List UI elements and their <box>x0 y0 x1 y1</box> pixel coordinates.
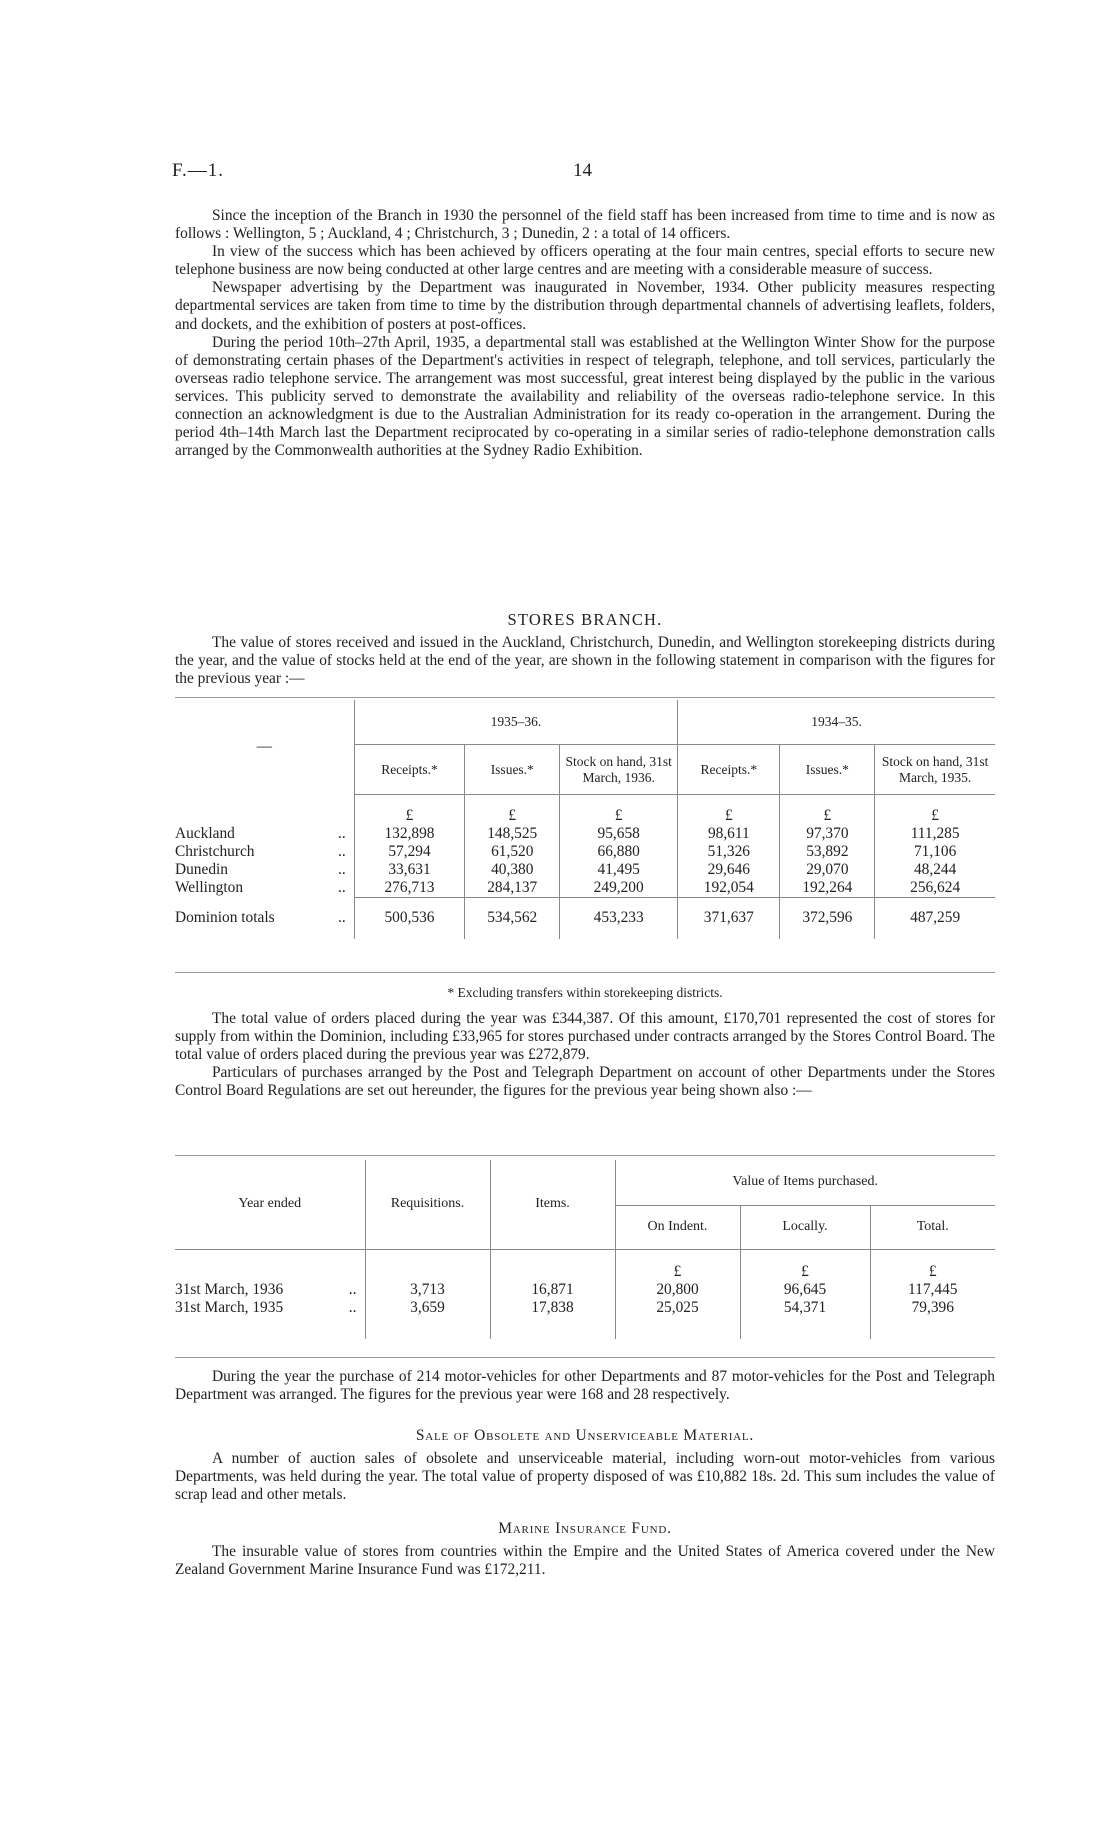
purchases-paragraph: Particulars of purchases arranged by the Post and Telegraph Department on account of other Departments under the Stores Control Board Regulations are set out hereunder, the figures for the previous year being shown also :— <box>175 1064 995 1100</box>
table-cell: 25,025 <box>615 1299 740 1317</box>
marine-heading: Marine Insurance Fund. <box>498 1520 672 1537</box>
stock-1935-header: Stock on hand, 31st March, 1935. <box>875 745 995 795</box>
currency-symbol: £ <box>678 795 780 825</box>
table-cell: 453,233 <box>560 897 678 939</box>
table-cell: 20,800 <box>615 1281 740 1299</box>
table-cell: 54,371 <box>740 1299 870 1317</box>
district-name: Auckland <box>175 824 235 842</box>
year-1934-35-header: 1934–35. <box>678 700 995 745</box>
items-header: Items. <box>490 1160 615 1249</box>
table-cell: 132,898 <box>354 825 465 843</box>
table-cell: 66,880 <box>560 843 678 861</box>
table-cell: 95,658 <box>560 825 678 843</box>
table-cell: 98,611 <box>678 825 780 843</box>
table-top-rule <box>175 1155 995 1156</box>
leader-dots: .. <box>348 1281 357 1298</box>
table-cell: 57,294 <box>354 843 465 861</box>
table-top-rule <box>175 697 995 698</box>
receipts-header: Receipts.* <box>354 745 465 795</box>
totals-row <box>175 897 995 939</box>
table-cell: 487,259 <box>875 897 995 939</box>
leader-dots: .. <box>348 1299 357 1316</box>
table-cell: 48,244 <box>875 861 995 879</box>
table-bottom-rule <box>175 972 995 973</box>
intro-paragraphs <box>175 207 995 460</box>
table-cell: 117,445 <box>870 1281 995 1299</box>
table-cell: 96,645 <box>740 1281 870 1299</box>
footnote: * Excluding transfers within storekeeping districts. <box>447 985 723 1000</box>
table-cell: 192,264 <box>780 879 875 898</box>
currency-symbol: £ <box>354 795 465 825</box>
year-1935-36-header: 1935–36. <box>354 700 678 745</box>
leader-dots: .. <box>337 860 346 878</box>
table-row <box>175 1281 995 1299</box>
issues-header: Issues.* <box>780 745 875 795</box>
table-cell: 256,624 <box>875 879 995 898</box>
table-cell: 97,370 <box>780 825 875 843</box>
currency-symbol: £ <box>560 795 678 825</box>
table-cell: 53,892 <box>780 843 875 861</box>
table-cell: 192,054 <box>678 879 780 898</box>
paragraph-newspaper: Newspaper advertising by the Department was inaugurated in November, 1934. Other publicity measures respecting departmental services are taken from time to time by the distribution through departmental channels of advertising leaflets, folders, and dockets, and the exhibition of posters at post-offices. <box>175 279 995 333</box>
locally-header: Locally. <box>740 1205 870 1249</box>
district-name: Wellington <box>175 878 244 896</box>
table-cell: 3,713 <box>365 1281 490 1299</box>
section-code: F.—1. <box>172 160 225 181</box>
marine-paragraph: The insurable value of stores from countries within the Empire and the United States of America covered under the New Zealand Government Marine Insurance Fund was £172,211. <box>175 1543 995 1579</box>
table-bottom-rule <box>175 1357 995 1358</box>
year-label: 31st March, 1935 <box>175 1299 284 1316</box>
currency-symbol: £ <box>615 1249 740 1281</box>
orders-paragraph: The total value of orders placed during the year was £344,387. Of this amount, £170,701 represented the cost of stores for supply from within the Dominion, including £33,965 for stores purchased under contracts arranged by the Stores Control Board. The total value of orders placed during the previous year was £272,879. <box>175 1010 995 1064</box>
currency-symbol: £ <box>780 795 875 825</box>
stock-1936-header: Stock on hand, 31st March, 1936. <box>560 745 678 795</box>
table-cell: 79,396 <box>870 1299 995 1317</box>
leader-dots: .. <box>337 878 346 896</box>
paragraph-success: In view of the success which has been achieved by officers operating at the four main centres, special efforts to secure new telephone business are now being conducted at other large centres and are meeting with a considerable measure of success. <box>175 243 995 279</box>
table-row <box>175 861 995 879</box>
table-row <box>175 1299 995 1317</box>
table-cell: 41,495 <box>560 861 678 879</box>
table-cell: 3,659 <box>365 1299 490 1317</box>
page-number: 14 <box>573 160 592 181</box>
table-cell: 29,646 <box>678 861 780 879</box>
table-row <box>175 879 995 898</box>
table-cell: 371,637 <box>678 897 780 939</box>
table-cell: 17,838 <box>490 1299 615 1317</box>
table-cell: 33,631 <box>354 861 465 879</box>
table-cell: 148,525 <box>465 825 560 843</box>
receipts-header: Receipts.* <box>678 745 780 795</box>
table-cell: 61,520 <box>465 843 560 861</box>
currency-symbol: £ <box>465 795 560 825</box>
purchases-table <box>175 1160 995 1339</box>
issues-header: Issues.* <box>465 745 560 795</box>
table-cell: 372,596 <box>780 897 875 939</box>
table-row <box>175 843 995 861</box>
district-name: Christchurch <box>175 842 255 860</box>
table-cell: 111,285 <box>875 825 995 843</box>
sale-paragraph: A number of auction sales of obsolete and unserviceable material, including worn-out motor-vehicles from various Departments, was held during the year. The total value of property disposed of was £10,882 18s. 2d. This sum includes the value of scrap lead and other metals. <box>175 1450 995 1504</box>
on-indent-header: On Indent. <box>615 1205 740 1249</box>
table-cell: 40,380 <box>465 861 560 879</box>
table-cell: 284,137 <box>465 879 560 898</box>
stores-table <box>175 700 995 939</box>
table-cell: 16,871 <box>490 1281 615 1299</box>
stores-branch-heading: STORES BRANCH. <box>507 610 663 629</box>
table-row <box>175 825 995 843</box>
table-cell: 71,106 <box>875 843 995 861</box>
currency-symbol: £ <box>870 1249 995 1281</box>
paragraph-field-staff: Since the inception of the Branch in 1930 the personnel of the field staff has been increased from time to time and is now as follows : Wellington, 5 ; Auckland, 4 ; Christchurch, 3 ; Dunedin, 2 : a total of 14 officers. <box>175 207 995 243</box>
value-purchased-header: Value of Items purchased. <box>615 1160 995 1205</box>
table-cell: 29,070 <box>780 861 875 879</box>
currency-symbol: £ <box>740 1249 870 1281</box>
leader-dots: .. <box>337 909 346 926</box>
totals-label: Dominion totals <box>175 909 275 926</box>
vehicles-paragraph: During the year the purchase of 214 motor-vehicles for other Departments and 87 motor-vehicles for the Post and Telegraph Department was arranged. The figures for the previous year were 168 and 28 respectively. <box>175 1368 995 1404</box>
table-cell: 534,562 <box>465 897 560 939</box>
year-ended-header: Year ended <box>175 1160 365 1249</box>
total-header: Total. <box>870 1205 995 1249</box>
stores-intro-paragraph: The value of stores received and issued in the Auckland, Christchurch, Dunedin, and Wellington storekeeping districts during the year, and the value of stocks held at the end of the year, are shown in the following statement in comparison with the figures for the previous year :— <box>175 634 995 688</box>
requisitions-header: Requisitions. <box>365 1160 490 1249</box>
paragraph-winter-show: During the period 10th–27th April, 1935, a departmental stall was established at the Wellington Winter Show for the purpose of demonstrating certain phases of the Department's activities in respect of telegraph, telephone, and toll services, particularly the overseas radio telephone service. The arrangement was most successful, great interest being displayed by the public in the various services. This publicity served to demonstrate the availability and reliability of the overseas radio-telephone service. In this connection an acknowledgment is due to the Australian Administration for its ready co-operation in the arrangement. During the period 4th–14th March last the Department reciprocated by co-operating in a similar series of radio-telephone demonstration calls arranged by the Commonwealth authorities at the Sydney Radio Exhibition. <box>175 333 995 460</box>
table-cell: 51,326 <box>678 843 780 861</box>
currency-symbol: £ <box>875 795 995 825</box>
leader-dots: .. <box>337 824 346 842</box>
year-label: 31st March, 1936 <box>175 1281 284 1298</box>
table-cell: 500,536 <box>354 897 465 939</box>
table-cell: 249,200 <box>560 879 678 898</box>
leader-dots: .. <box>337 842 346 860</box>
district-name: Dunedin <box>175 860 229 878</box>
stub-header: — <box>256 738 273 756</box>
sale-heading: Sale of Obsolete and Unserviceable Material. <box>415 1427 755 1444</box>
table-cell: 276,713 <box>354 879 465 898</box>
